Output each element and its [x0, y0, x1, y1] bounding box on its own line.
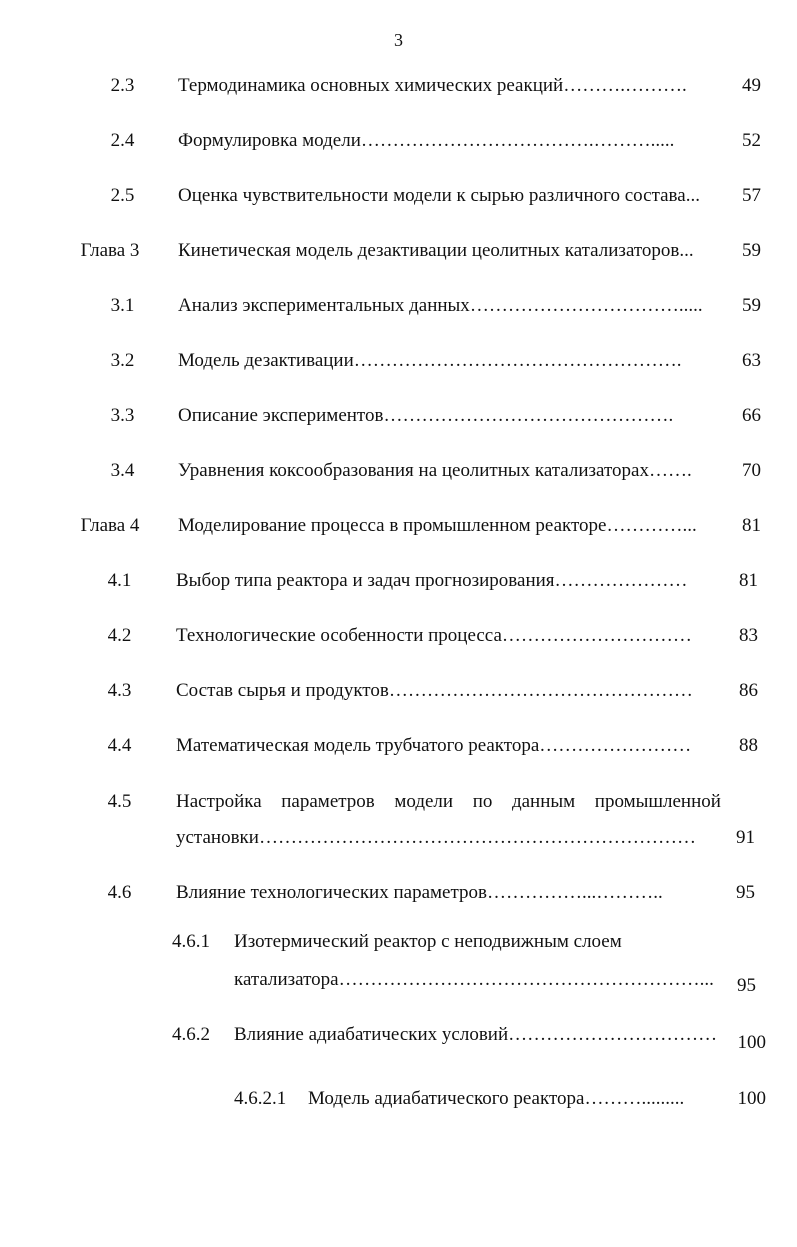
toc-title-line1: Изотермический реактор с неподвижным слоем	[234, 931, 622, 952]
toc-number: 3.2	[110, 350, 135, 371]
toc-page: 52	[742, 130, 761, 151]
toc-title: Формулировка модели……………………………….……….....	[178, 130, 675, 151]
toc-page: 59	[742, 295, 761, 316]
toc-page: 70	[742, 460, 761, 481]
toc-title-line2: катализатора…………………………………………………...	[234, 969, 714, 990]
toc-number: 4.1	[107, 570, 132, 591]
toc-page: 95	[736, 882, 755, 903]
toc-title: Анализ экспериментальных данных…………………………….....	[178, 295, 703, 316]
toc-title: Уравнения коксообразования на цеолитных катализаторах…….	[178, 460, 692, 481]
toc-title: Модель дезактивации…………………………………………….	[178, 350, 682, 371]
toc-number: 2.5	[110, 185, 135, 206]
toc-number: 2.3	[110, 75, 135, 96]
toc-number: 3.1	[110, 295, 135, 316]
toc-number: 4.4	[107, 735, 132, 756]
toc-number: 4.5	[107, 791, 132, 812]
toc-title: Моделирование процесса в промышленном реакторе…………...	[178, 515, 697, 536]
toc-page: 100	[737, 1088, 766, 1109]
toc-page: 100	[737, 1032, 766, 1053]
toc-number: 3.3	[110, 405, 135, 426]
toc-number: 4.6	[107, 882, 132, 903]
toc-title-line1: Настройка параметров модели по данным промышленной	[176, 791, 721, 812]
toc-title: Модель адиабатического реактора……….........	[308, 1088, 685, 1109]
page-number: 3	[394, 30, 403, 50]
toc-page: 63	[742, 350, 761, 371]
toc-title-line2: установки……………………………………………………………	[176, 827, 696, 848]
toc-page: 81	[742, 515, 761, 536]
toc-page: 83	[739, 625, 758, 646]
toc-number: Глава 4	[80, 515, 140, 536]
toc-title: Оценка чувствительности модели к сырью различного состава...	[178, 185, 700, 206]
toc-page: 86	[739, 680, 758, 701]
toc-page: 91	[736, 827, 755, 848]
toc-number: 4.6.2	[172, 1024, 210, 1045]
toc-page: 88	[739, 735, 758, 756]
toc-page: 57	[742, 185, 761, 206]
toc-number: 4.2	[107, 625, 132, 646]
toc-title: Влияние адиабатических условий……………………………	[234, 1024, 718, 1045]
toc-number: 4.6.1	[172, 931, 210, 952]
toc-number: 4.3	[107, 680, 132, 701]
toc-number: 4.6.2.1	[234, 1088, 287, 1109]
toc-title: Термодинамика основных химических реакций……….……….	[178, 75, 687, 96]
toc-number: Глава 3	[80, 240, 140, 261]
toc-number: 3.4	[110, 460, 135, 481]
toc-title: Кинетическая модель дезактивации цеолитных катализаторов...	[178, 240, 694, 261]
toc-title: Состав сырья и продуктов…………………………………………	[176, 680, 693, 701]
toc-page: 95	[737, 975, 756, 996]
toc-page: 81	[739, 570, 758, 591]
toc-title: Технологические особенности процесса…………………………	[176, 625, 692, 646]
toc-title: Влияние технологических параметров……………...………..	[176, 882, 663, 903]
toc-page: 49	[742, 75, 761, 96]
toc-title: Выбор типа реактора и задач прогнозирования…………………	[176, 570, 688, 591]
toc-page: 59	[742, 240, 761, 261]
toc-page: 66	[742, 405, 761, 426]
toc-number: 2.4	[110, 130, 135, 151]
toc-title: Математическая модель трубчатого реактора……………………	[176, 735, 692, 756]
toc-title: Описание экспериментов……………………………………….	[178, 405, 674, 426]
